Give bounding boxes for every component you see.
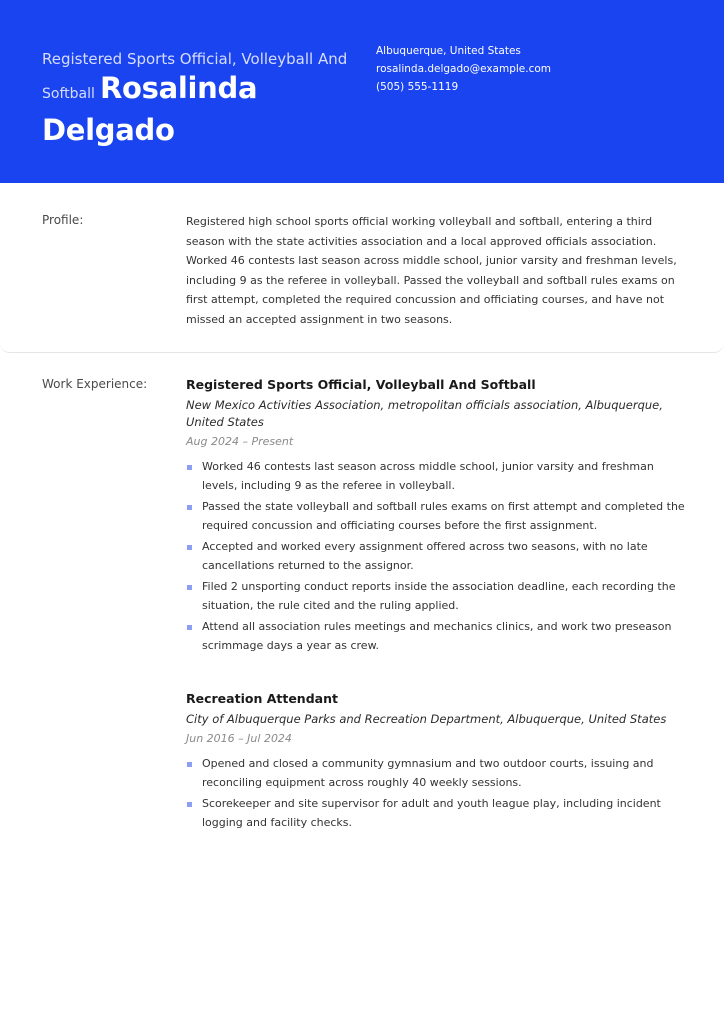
email[interactable]: rosalinda.delgado@example.com <box>376 63 552 75</box>
bullet-icon <box>187 802 192 807</box>
job-entry <box>186 376 686 658</box>
bullet-icon <box>187 625 192 630</box>
first-name: Rosalinda <box>99 71 258 105</box>
bullet-text: Accepted and worked every assignment offered across two seasons, with no late cancellations returned to the assignor. <box>202 540 648 572</box>
resume-header <box>0 0 724 183</box>
name-line <box>42 70 362 153</box>
job-title: Registered Sports Official, Volleyball And Softball <box>186 377 536 392</box>
contact-info <box>376 42 551 96</box>
bullet-text: Worked 46 contests last season across middle school, junior varsity and freshman levels, including 9 as the referee in volleyball. <box>202 460 654 492</box>
bullet-icon <box>187 505 192 510</box>
bullet-text: Passed the state volleyball and softball rules exams on first attempt and completed the required concussion and officiating courses before the first assignment. <box>202 500 685 532</box>
job-bullets <box>186 458 686 655</box>
headline: Registered Sports Official, Volleyball And <box>42 50 348 68</box>
bullet-text: Scorekeeper and site supervisor for adult and youth league play, including incident logging and facility checks. <box>202 797 661 829</box>
bullet-text: Opened and closed a community gymnasium and two outdoor courts, issuing and reconciling equipment across roughly 40 weekly sessions. <box>202 757 654 789</box>
location: Albuquerque, United States <box>376 45 521 57</box>
work-experience-label: Work Experience: <box>42 377 148 391</box>
list-item <box>186 618 686 655</box>
phone[interactable]: (505) 555-1119 <box>376 81 459 93</box>
bullet-icon <box>187 585 192 590</box>
bullet-icon <box>187 545 192 550</box>
job-company: City of Albuquerque Parks and Recreation Department, Albuquerque, United States <box>186 712 667 726</box>
list-item <box>186 795 686 832</box>
list-item <box>186 458 686 495</box>
list-item <box>186 755 686 792</box>
job-dates: Jun 2016 – Jul 2024 <box>186 732 292 745</box>
bullet-text: Attend all association rules meetings and mechanics clinics, and work two preseason scrimmage days a year as crew. <box>202 620 672 652</box>
job-title: Recreation Attendant <box>186 691 338 706</box>
bullet-text: Filed 2 unsporting conduct reports inside the association deadline, each recording the situation, the rule cited and the ruling applied. <box>202 580 676 612</box>
name-block <box>42 48 362 153</box>
bullet-icon <box>187 762 192 767</box>
job-company: New Mexico Activities Association, metropolitan officials association, Albuquerque, United States <box>186 398 663 429</box>
headline-continued: Softball <box>42 86 95 102</box>
bullet-icon <box>187 465 192 470</box>
last-name: Delgado <box>42 113 175 147</box>
profile-label: Profile: <box>42 213 84 227</box>
list-item <box>186 538 686 575</box>
job-bullets <box>186 755 686 832</box>
profile-section <box>0 195 724 353</box>
list-item <box>186 578 686 615</box>
list-item <box>186 498 686 535</box>
job-entry <box>186 690 686 835</box>
job-dates: Aug 2024 – Present <box>186 435 294 448</box>
profile-text: Registered high school sports official working volleyball and softball, entering a third season with the state activities association and a local approved officials association. Worked 46 contests last season across middle school, junior varsity and freshman levels, including 9 as the referee in volleyball. Passed the volleyball and softball rules exams on first attempt, completed the required concussion and officiating courses, and have not missed an accepted assignment in two seasons. <box>186 215 677 326</box>
